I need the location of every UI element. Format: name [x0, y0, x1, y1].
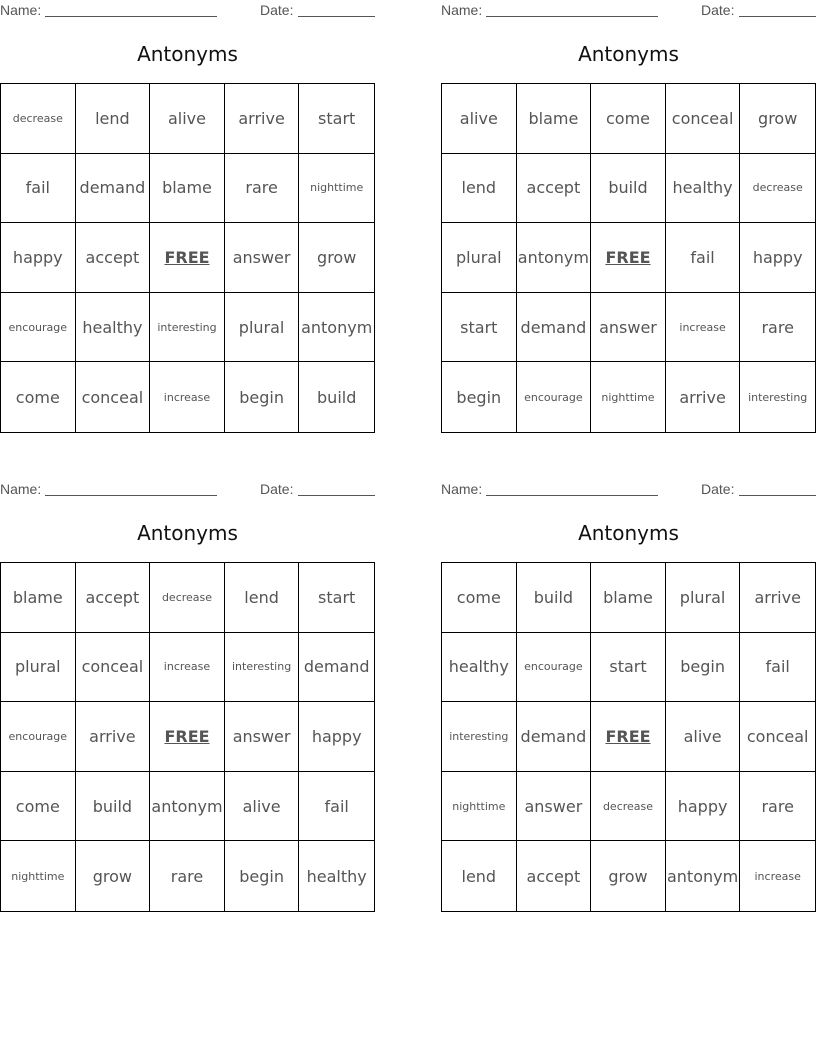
- bingo-cell: lend: [442, 154, 517, 224]
- bingo-cell: plural: [1, 633, 76, 703]
- bingo-cell: interesting: [748, 390, 808, 404]
- bingo-grid: [441, 83, 816, 433]
- date-label: Date:: [701, 2, 735, 18]
- bingo-cell: conceal: [666, 84, 741, 154]
- bingo-cell: lend: [442, 841, 517, 911]
- bingo-cell: encourage: [1, 702, 76, 772]
- date-label: Date:: [701, 481, 735, 497]
- bingo-cell: healthy: [76, 293, 151, 363]
- bingo-card: [0, 479, 375, 919]
- name-label: Name:: [0, 481, 42, 497]
- date-label: Date:: [260, 2, 294, 18]
- bingo-grid: [441, 562, 816, 912]
- free-space-cell: FREE: [150, 223, 225, 293]
- bingo-cell: increase: [666, 293, 741, 363]
- bingo-cell: healthy: [306, 866, 367, 886]
- bingo-card: [441, 0, 816, 440]
- free-space-cell: FREE: [591, 223, 666, 293]
- bingo-cell: rare: [740, 293, 815, 363]
- bingo-cell: begin: [225, 841, 300, 911]
- bingo-cell: rare: [740, 772, 815, 842]
- bingo-cell: start: [299, 563, 374, 633]
- bingo-cell: build: [591, 154, 666, 224]
- free-space-cell: FREE: [150, 702, 225, 772]
- bingo-cell: nighttime: [442, 772, 517, 842]
- bingo-cell: start: [442, 293, 517, 363]
- bingo-cell: encourage: [517, 362, 592, 432]
- name-label: Name:: [441, 2, 483, 18]
- bingo-cell: increase: [754, 869, 801, 883]
- bingo-cell: grow: [591, 841, 666, 911]
- bingo-cell: interesting: [225, 633, 300, 703]
- bingo-cell: blame: [1, 563, 76, 633]
- bingo-cell: lend: [225, 563, 300, 633]
- bingo-cell: come: [442, 563, 517, 633]
- bingo-cell: happy: [740, 223, 815, 293]
- bingo-cell: antonym: [666, 841, 741, 911]
- bingo-cell: conceal: [76, 362, 151, 432]
- bingo-cell: demand: [76, 154, 151, 224]
- bingo-cell: plural: [225, 293, 300, 363]
- bingo-cell: plural: [666, 563, 741, 633]
- bingo-cell: lend: [76, 84, 151, 154]
- bingo-cell: decrease: [740, 154, 815, 224]
- bingo-cell: antonym: [150, 772, 225, 842]
- bingo-cell: grow: [76, 841, 151, 911]
- card-title: Antonyms: [578, 42, 679, 66]
- bingo-cell: begin: [225, 362, 300, 432]
- bingo-cell: answer: [225, 702, 300, 772]
- bingo-cell: healthy: [666, 154, 741, 224]
- bingo-cell: antonym: [299, 293, 374, 363]
- bingo-cell: build: [517, 563, 592, 633]
- bingo-cell: alive: [666, 702, 741, 772]
- bingo-card: [441, 479, 816, 919]
- bingo-cell: nighttime: [591, 362, 666, 432]
- bingo-cell: start: [299, 84, 374, 154]
- bingo-cell: begin: [666, 633, 741, 703]
- bingo-cell: arrive: [76, 702, 151, 772]
- bingo-cell: start: [591, 633, 666, 703]
- bingo-cell: encourage: [1, 293, 76, 363]
- bingo-cell: build: [317, 387, 357, 407]
- bingo-cell: arrive: [740, 563, 815, 633]
- bingo-cell: rare: [150, 841, 225, 911]
- bingo-cell: alive: [150, 84, 225, 154]
- name-label: Name:: [0, 2, 42, 18]
- bingo-cell: blame: [150, 154, 225, 224]
- bingo-cell: come: [1, 362, 76, 432]
- bingo-cell: accept: [76, 223, 151, 293]
- bingo-cell: alive: [225, 772, 300, 842]
- bingo-card: [0, 0, 375, 440]
- bingo-cell: alive: [442, 84, 517, 154]
- bingo-cell: answer: [517, 772, 592, 842]
- bingo-cell: demand: [517, 702, 592, 772]
- bingo-cell: nighttime: [1, 841, 76, 911]
- bingo-cell: increase: [150, 362, 225, 432]
- name-date-header: [441, 2, 816, 20]
- bingo-cell: decrease: [1, 84, 76, 154]
- bingo-cell: decrease: [150, 563, 225, 633]
- bingo-cell: fail: [299, 772, 374, 842]
- card-title: Antonyms: [578, 521, 679, 545]
- free-space-cell: FREE: [591, 702, 666, 772]
- name-label: Name:: [441, 481, 483, 497]
- name-blank-line: [45, 16, 217, 17]
- bingo-cell: grow: [740, 84, 815, 154]
- name-blank-line: [486, 16, 658, 17]
- bingo-cell: interesting: [150, 293, 225, 363]
- name-date-header: [0, 481, 375, 499]
- bingo-cell: come: [591, 84, 666, 154]
- date-blank-line: [739, 16, 816, 17]
- bingo-grid: [0, 83, 375, 433]
- bingo-cell: arrive: [225, 84, 300, 154]
- bingo-cell: conceal: [740, 702, 815, 772]
- bingo-cell: conceal: [76, 633, 151, 703]
- bingo-cell: fail: [1, 154, 76, 224]
- bingo-cell: fail: [666, 223, 741, 293]
- bingo-cell: come: [1, 772, 76, 842]
- name-blank-line: [486, 495, 658, 496]
- date-label: Date:: [260, 481, 294, 497]
- bingo-cell: encourage: [517, 633, 592, 703]
- date-blank-line: [739, 495, 816, 496]
- bingo-cell: antonym: [517, 223, 592, 293]
- bingo-cell: answer: [225, 223, 300, 293]
- bingo-cell: accept: [76, 563, 151, 633]
- bingo-cell: increase: [150, 633, 225, 703]
- bingo-cell: decrease: [591, 772, 666, 842]
- bingo-cell: rare: [225, 154, 300, 224]
- date-blank-line: [298, 16, 375, 17]
- bingo-cell: healthy: [442, 633, 517, 703]
- bingo-cell: nighttime: [299, 154, 374, 224]
- name-date-header: [0, 2, 375, 20]
- bingo-cell: begin: [442, 362, 517, 432]
- bingo-cell: answer: [591, 293, 666, 363]
- name-date-header: [441, 481, 816, 499]
- bingo-cell: happy: [1, 223, 76, 293]
- bingo-cell: arrive: [666, 362, 741, 432]
- bingo-cell: demand: [299, 633, 374, 703]
- bingo-cell: plural: [442, 223, 517, 293]
- bingo-cell: interesting: [442, 702, 517, 772]
- card-title: Antonyms: [137, 42, 238, 66]
- bingo-cell: happy: [666, 772, 741, 842]
- bingo-cell: blame: [591, 563, 666, 633]
- bingo-cell: accept: [517, 841, 592, 911]
- bingo-cell: build: [76, 772, 151, 842]
- card-title: Antonyms: [137, 521, 238, 545]
- bingo-cell: grow: [299, 223, 374, 293]
- bingo-grid: [0, 562, 375, 912]
- bingo-cell: happy: [299, 702, 374, 772]
- bingo-cell: demand: [517, 293, 592, 363]
- bingo-cell: accept: [517, 154, 592, 224]
- bingo-cell: fail: [740, 633, 815, 703]
- name-blank-line: [45, 495, 217, 496]
- bingo-cell: blame: [517, 84, 592, 154]
- date-blank-line: [298, 495, 375, 496]
